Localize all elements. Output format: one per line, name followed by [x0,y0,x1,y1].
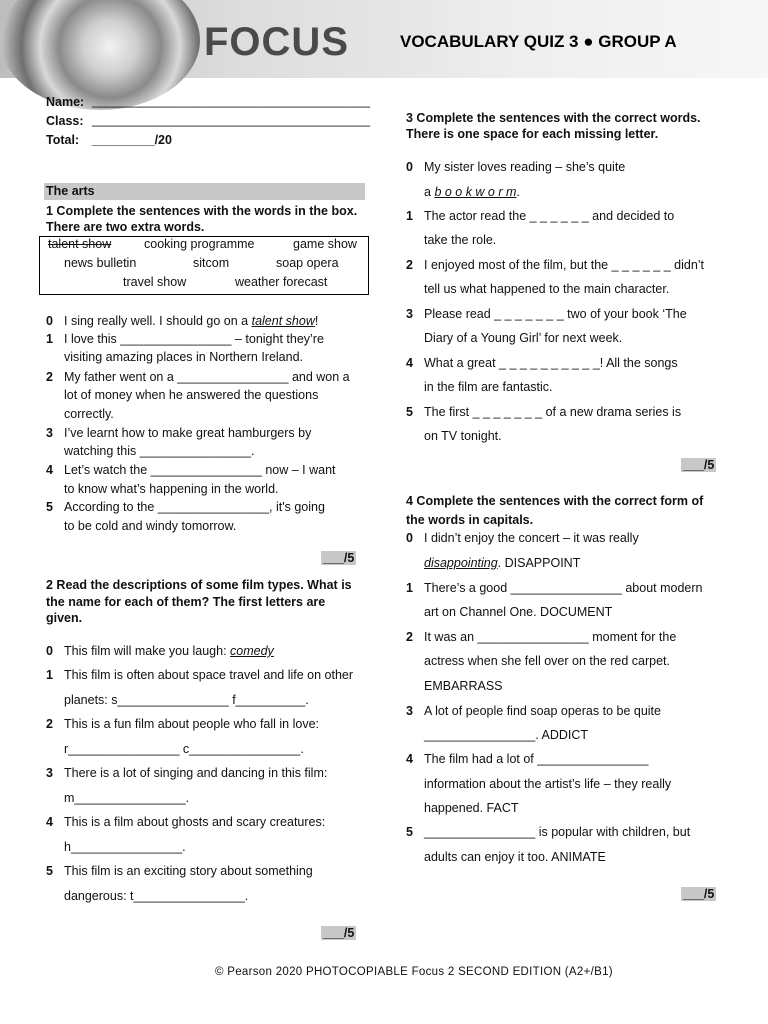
total-label: Total: [46,133,80,147]
item-number: 1 [406,581,413,595]
ex3-item-2[interactable] [406,258,704,272]
item-text: on TV tonight. [424,429,502,443]
item-text: I sing really well. I should go on a [64,314,252,328]
example-answer-line: a b o o k w o r m. [424,185,520,199]
ex2-item-1 [46,668,353,682]
item-number: 4 [406,752,413,766]
word-box-item: talent show [48,237,112,251]
section-heading: The arts [44,183,365,200]
ex1-item-1[interactable] [46,332,324,346]
item-text: take the role. [424,233,497,247]
item-text[interactable]: The actor read the _ _ _ _ _ _ and decided to [424,209,675,223]
word-box-item: sitcom [193,256,230,270]
item-number: 4 [46,463,53,477]
item-answer-line[interactable]: h________________. [64,840,186,854]
item-text: to know what’s happening in the world. [64,482,279,496]
item-number: 1 [46,668,53,682]
item-text[interactable]: Let’s watch the ________________ now – I want [64,463,336,477]
item-text[interactable]: I enjoyed most of the film, but the _ _ _ _ _ _ didn’t [424,258,705,272]
ex2-item-5 [46,864,313,878]
item-number: 1 [46,332,53,346]
ex3-instruction: 3 Complete the sentences with the correct words. [406,111,701,125]
ex1-item-4[interactable] [46,463,336,477]
item-number: 2 [46,717,53,731]
item-text: correctly. [64,407,114,421]
item-text: information about the artist’s life – they really [424,777,672,791]
score-box[interactable]: ___/5 [683,887,715,901]
item-text: A lot of people find soap operas to be quite [424,704,661,718]
item-number: 5 [46,500,53,514]
ex4-item-1[interactable] [406,581,702,595]
ex4-item-4[interactable] [406,752,648,766]
word-box-item: weather forecast [235,275,328,289]
word-box-item: cooking programme [144,237,255,251]
item-text: visiting amazing places in Northern Ireland. [64,350,304,364]
example-answer: b o o k w o r m [434,185,517,199]
item-answer-line[interactable]: dangerous: t________________. [64,889,249,903]
ex4-item-3[interactable] [406,704,661,718]
total-field[interactable]: _________/20 [92,133,172,147]
ex1-item-2[interactable] [46,370,350,384]
item-number: 5 [46,864,53,878]
ex2-instruction: 2 Read the descriptions of some film types. What is [46,578,352,592]
item-text: ! [314,314,319,328]
item-text[interactable]: ________________. ADDICT [424,728,589,742]
ex2-instruction: given. [46,611,83,625]
item-text: I didn’t enjoy the concert – it was really [424,531,639,545]
item-text: My sister loves reading – she’s quite [424,160,626,174]
item-text: actress when she fell over on the red carpet. [424,654,670,668]
item-text[interactable]: watching this ________________. [64,444,255,458]
item-text: This is a fun film about people who fall in love: [64,717,319,731]
ex2-instruction: the name for each of them? The first letters are [46,595,326,609]
example-answer-line: disappointing. DISAPPOINT [424,556,581,570]
item-number: 5 [406,825,413,839]
item-text[interactable]: There’s a good ________________ about modern [424,581,703,595]
item-text[interactable]: According to the ________________, it's going [64,500,325,514]
score-box[interactable]: ___/5 [323,926,355,940]
class-label: Class: [46,114,84,128]
ex3-item-0: 0 My sister loves reading – she’s quite [406,160,626,174]
item-text: This is a film about ghosts and scary creatures: [64,815,326,829]
item-text: tell us what happened to the main character. [424,282,670,296]
ex2-item-4 [46,815,325,829]
item-number: 3 [46,766,53,780]
example-answer: disappointing [424,556,498,570]
item-number: 2 [406,258,413,272]
item-text: in the film are fantastic. [424,380,553,394]
word-box-item: travel show [123,275,187,289]
score-box[interactable]: ___/5 [323,551,355,565]
score-box[interactable]: ___/5 [683,458,715,472]
name-label: Name: [46,95,85,109]
item-answer-line[interactable]: r________________ c________________. [64,742,304,756]
item-text: EMBARRASS [424,679,503,693]
item-text: Diary of a Young Girl’ for next week. [424,331,623,345]
example-answer: talent show [251,314,315,328]
item-number: 5 [406,405,413,419]
item-text[interactable]: The film had a lot of ________________ [424,752,649,766]
ex3-item-5[interactable] [406,405,681,419]
item-number: 4 [46,815,53,829]
word-box-item: soap opera [276,256,339,270]
item-number: 3 [406,704,413,718]
example-answer: comedy [230,644,274,658]
ex1-item-0 [46,314,318,328]
item-text[interactable]: It was an ________________ moment for the [424,630,677,644]
ex3-instruction: There is one space for each missing letter. [406,127,659,141]
ex4-item-2[interactable] [406,630,676,644]
item-text[interactable]: My father went on a ________________ and won a [64,370,350,384]
item-text: This film is often about space travel and life on other [64,668,354,682]
item-number: 2 [406,630,413,644]
item-text: This film will make you laugh: [64,644,231,658]
ex1-instruction: 1 Complete the sentences with the words in the box. [46,204,358,218]
item-text: lot of money when he answered the questions [64,388,319,402]
item-number: 1 [406,209,413,223]
ex4-item-0: 0 I didn’t enjoy the concert – it was really [406,531,639,545]
item-number: 0 [46,314,53,328]
item-text: to be cold and windy tomorrow. [64,519,237,533]
ex3-item-3[interactable] [406,307,687,321]
item-text[interactable]: What a great _ _ _ _ _ _ _ _ _ _! All the songs [424,356,678,370]
item-text[interactable]: ________________ is popular with children, but [424,825,691,839]
item-text[interactable]: The first _ _ _ _ _ _ _ of a new drama series is [424,405,682,419]
item-text: adults can enjoy it too. ANIMATE [424,850,606,864]
item-answer-line[interactable]: m________________. [64,791,190,805]
name-field[interactable]: ________________________________________ [92,94,371,108]
item-number: 2 [46,370,53,384]
ex4-instruction: 4 Complete the sentences with the correct form of [406,494,704,508]
class-field[interactable]: ________________________________________ [92,113,371,127]
ex1-instruction: There are two extra words. [46,220,205,234]
item-text: I’ve learnt how to make great hamburgers by [64,426,312,440]
item-text: happened. FACT [424,801,519,815]
ex4-instruction: the words in capitals. [406,513,534,527]
ex2-item-2 [46,717,319,731]
word-box-item: news bulletin [64,256,137,270]
ex3-item-4[interactable] [406,356,678,370]
ex3-item-1[interactable] [406,209,674,223]
ex2-item-0: 0 This film will make you laugh: comedy [46,644,274,658]
ex2-item-3 [46,766,327,780]
item-text: There is a lot of singing and dancing in this film: [64,766,328,780]
page-title: VOCABULARY QUIZ 3 ● GROUP A [400,32,677,51]
ex4-item-5[interactable] [406,825,690,839]
footer-copyright: © Pearson 2020 PHOTOCOPIABLE Focus 2 SECOND EDITION (A2+/B1) [215,966,613,978]
item-text[interactable]: Please read _ _ _ _ _ _ _ two of your book ‘The [424,307,687,321]
ex1-item-3[interactable] [46,426,311,440]
brand-logo: FOCUS [204,20,349,64]
item-answer-line[interactable]: planets: s________________ f__________. [64,693,309,707]
item-text: art on Channel One. DOCUMENT [424,605,613,619]
word-box-item: game show [293,237,357,251]
ex1-item-5[interactable] [46,500,325,514]
item-number: 4 [406,356,413,370]
item-text[interactable]: I love this ________________ – tonight they’re [64,332,324,346]
item-text: This film is an exciting story about something [64,864,313,878]
item-number: 3 [406,307,413,321]
item-number: 3 [46,426,53,440]
